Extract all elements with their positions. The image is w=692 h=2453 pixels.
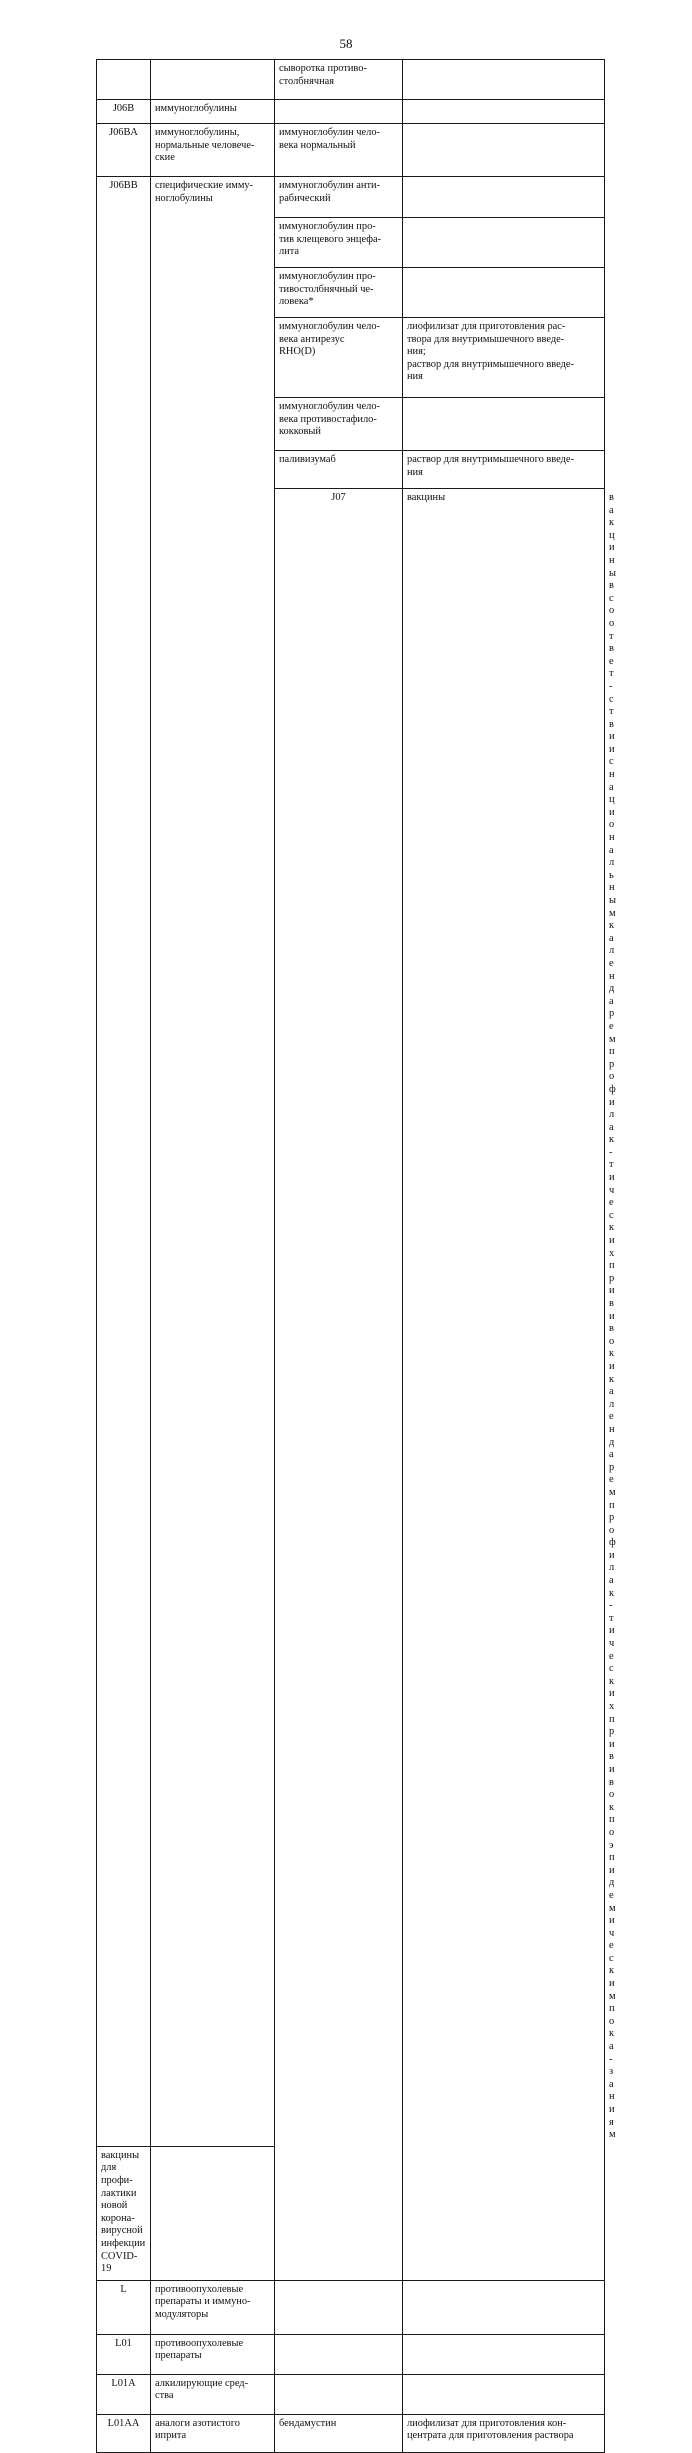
table-row (97, 177, 605, 218)
table-cell-med: иммуноглобулин про- тивостолбнячный че- ловека* (275, 268, 403, 318)
table-cell-form (151, 2146, 275, 2280)
table-cell-form (403, 60, 605, 100)
table-row: J07 вакцины вакцины в соответ- ствии с национальным календарем профилак- тических прививок и календарем профилак- тических прививок по эпидемическим пока- заниям (97, 489, 605, 2147)
page-number: 58 (339, 36, 353, 51)
table-cell-code: J06BA (97, 124, 151, 177)
table-cell-form: лиофилизат для приготовления кон- центрата для приготовления раствора (403, 2414, 605, 2452)
table-row (97, 124, 605, 177)
table-cell-med: сыворотка противо- столбнячная (275, 60, 403, 100)
table-cell-med: бендамустин (275, 2414, 403, 2452)
table-cell-desc (151, 60, 275, 100)
table-cell-code: J06B (97, 100, 151, 124)
table-row (97, 2414, 605, 2452)
table-cell-desc: вакцины (403, 489, 605, 2281)
table-cell-form (403, 268, 605, 318)
table-cell-form (403, 124, 605, 177)
table-cell-med: иммуноглобулин про- тив клещевого энцефа- лита (275, 218, 403, 268)
table-cell-med: вакцины для профи- лактики новой корона- вирусной инфекции COVID-19 (97, 2146, 151, 2280)
table-cell-form: лиофилизат для приготовления рас- твора для внутримышечного введе- ния; раствор для внутримышечного введе- ния (403, 318, 605, 398)
table-cell-med (275, 2280, 403, 2334)
table-row (97, 100, 605, 124)
table-cell-med: иммуноглобулин анти- рабический (275, 177, 403, 218)
table-cell-med (275, 100, 403, 124)
table-cell-code: J06BB (97, 177, 151, 2147)
table-cell-form (403, 398, 605, 451)
table-cell-desc: противоопухолевые препараты (151, 2334, 275, 2374)
table-cell-med: паливизумаб (275, 451, 403, 489)
table-cell-form (403, 2334, 605, 2374)
table-cell-form (403, 177, 605, 218)
table-cell-code: L (97, 2280, 151, 2334)
table-cell-desc: противоопухолевые препараты и иммуно- модуляторы (151, 2280, 275, 2334)
table-cell-code: J07 (275, 489, 403, 2281)
table-cell-form (403, 100, 605, 124)
table-cell-desc: аналоги азотистого иприта (151, 2414, 275, 2452)
table-cell-form (403, 2374, 605, 2414)
table-row (97, 2334, 605, 2374)
table-cell-desc: иммуноглобулины, нормальные человече- ские (151, 124, 275, 177)
table-cell-desc: алкилирующие сред- ства (151, 2374, 275, 2414)
table-cell-med: иммуноглобулин чело- века антирезус RHO(D) (275, 318, 403, 398)
table-cell-form (403, 2280, 605, 2334)
table-cell-form: раствор для внутримышечного введе- ния (403, 451, 605, 489)
table-cell-code: L01AA (97, 2414, 151, 2452)
table-cell-med: иммуноглобулин чело- века противостафило- кокковый (275, 398, 403, 451)
table-row (97, 2280, 605, 2334)
table-row (97, 2374, 605, 2414)
table-cell-desc: иммуноглобулины (151, 100, 275, 124)
table-cell-code: L01 (97, 2334, 151, 2374)
table-cell-code (97, 60, 151, 100)
table-cell-form (403, 218, 605, 268)
table-cell-med (275, 2334, 403, 2374)
table-cell-med (275, 2374, 403, 2414)
table-body (97, 60, 616, 2453)
table-row (97, 60, 605, 100)
drug-classification-table (96, 59, 616, 2453)
table-cell-med: иммуноглобулин чело- века нормальный (275, 124, 403, 177)
table-cell-code: L01A (97, 2374, 151, 2414)
table-cell-desc: специфические имму- ноглобулины (151, 177, 275, 2147)
